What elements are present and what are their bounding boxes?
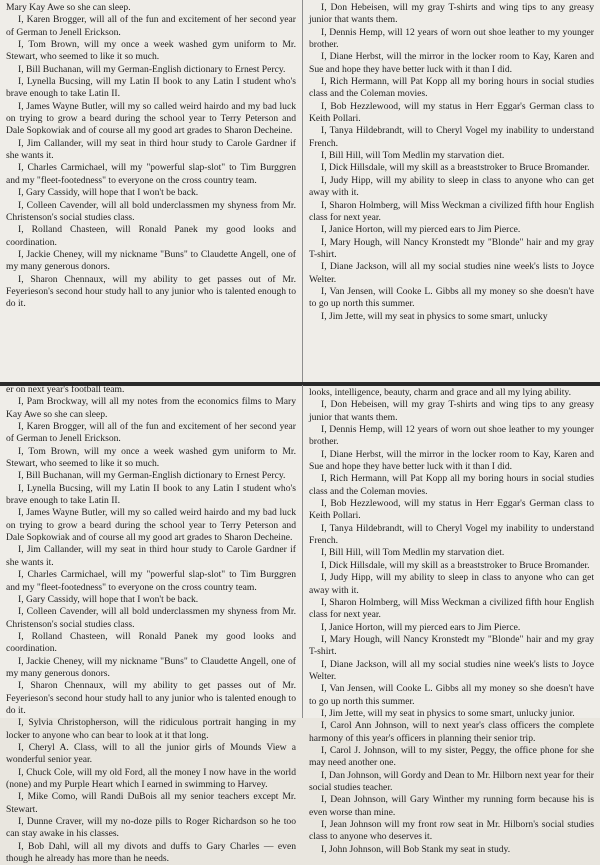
will-entry: I, Dick Hillsdale, will my skill as a breaststroker to Bruce Bromander. xyxy=(321,559,590,571)
will-entry: I, Tanya Hildebrandt, will to Cheryl Vogel my inability to understand French. xyxy=(309,125,594,149)
will-entry: I, Van Jensen, will Cooke L. Gibbs all my money so she doesn't have to go up north this summer. xyxy=(309,285,594,310)
will-entry: I, Lynella Bucsing, will my Latin II book to any Latin I student who's brave enough to take Latin II. xyxy=(6,482,296,507)
will-entry: I, Gary Cassidy, will hope that I won't be back. xyxy=(18,187,199,199)
top-clipping xyxy=(0,0,600,382)
will-entry: I, Bob Dahl, will all my divots and duffs to Gary Charles — even though he already has more than he needs. xyxy=(6,840,296,865)
will-entry: I, Jackie Cheney, will my nickname "Buns" to Claudette Angell, one of my many generous donors. xyxy=(6,655,296,679)
will-entry: I, John Johnson, will Bob Stank my seat in study. xyxy=(321,843,511,855)
will-entry: I, Carol J. Johnson, will to my sister, Peggy, the office phone for she may need another one. xyxy=(309,744,594,769)
will-entry: I, Karen Brogger, will all of the fun and excitement of her second year of German to Jenell Erickson. xyxy=(6,14,296,38)
top-left-column xyxy=(0,0,302,382)
will-entry: I, Karen Brogger, will all of the fun and excitement of her second year of German to Jenell Erickson. xyxy=(6,421,296,445)
will-entry: I, Bill Buchanan, will my German-English dictionary to Ernest Percy. xyxy=(18,63,286,75)
will-entry: I, Bob Hezzlewood, will my status in Herr Eggar's German class to Keith Pollari. xyxy=(309,498,594,522)
will-entry: I, Bill Hill, will Tom Medlin my starvation diet. xyxy=(321,547,505,559)
bottom-clipping xyxy=(0,384,600,865)
will-entry: I, Sharon Holmberg, will Miss Weckman a civilized fifth hour English class for next year. xyxy=(309,199,594,223)
will-entry: I, Tom Brown, will my once a week washed gym uniform to Mr. Stewart, who seemed to like it so much. xyxy=(6,39,296,63)
will-entry: I, Charles Carmichael, will my "powerful slap-slot" to Tim Burggren and my "fleet-footedness" to everyone on the cross country team. xyxy=(6,162,296,186)
will-entry: I, Diane Herbst, will the mirror in the locker room to Kay, Karen and Sue and hope they have better luck with it than I did. xyxy=(309,51,594,75)
will-entry: I, Judy Hipp, will my ability to sleep in class to anyone who can get away with it. xyxy=(309,572,594,596)
will-entry: Mary Kay Awe so she can sleep. xyxy=(6,2,131,13)
will-entry: I, Jim Jette, will my seat in physics to some smart, unlucky xyxy=(321,310,548,322)
will-entry: I, Don Hebeisen, will my gray T-shirts and wing tips to any greasy junior that wants them. xyxy=(309,2,594,26)
bottom-right-column xyxy=(302,385,600,855)
will-entry: I, Rolland Chasteen, will Ronald Panek my good looks and coordination. xyxy=(6,224,296,248)
will-entry: I, Charles Carmichael, will my "powerful slap-slot" to Tim Burggren and my "fleet-footedness" to everyone on the cross country team. xyxy=(6,569,296,593)
will-entry: I, James Wayne Butler, will my so called weird hairdo and my bad luck on trying to grow a beard during the school year to Terry Peterson and Dale Sopkowiak and of course all my good art grades to Sharon Decheine. xyxy=(6,507,296,544)
will-entry: I, Diane Jackson, will all my social studies nine week's lists to Joyce Welter. xyxy=(309,261,594,285)
will-entry: I, Lynella Bucsing, will my Latin II book to any Latin I student who's brave enough to take Latin II. xyxy=(6,76,296,100)
will-entry: looks, intelligence, beauty, charm and grace and all my lying ability. xyxy=(309,387,571,398)
will-entry: I, Dan Johnson, will Gordy and Dean to Mr. Hilborn next year for their social studies teacher. xyxy=(309,769,594,793)
will-entry: I, Don Hebeisen, will my gray T-shirts and wing tips to any greasy junior that wants them. xyxy=(309,399,594,423)
will-entry: I, Mary Hough, will Nancy Kronstedt my "Blonde" hair and my gray T-shirt. xyxy=(309,633,594,658)
will-entry: I, Dick Hillsdale, will my skill as a breaststroker to Bruce Bromander. xyxy=(321,162,590,174)
will-entry: I, Janice Horton, will my pierced ears to Jim Pierce. xyxy=(321,621,521,633)
will-entry: I, Bill Hill, will Tom Medlin my starvation diet. xyxy=(321,150,505,162)
will-entry: I, Bill Buchanan, will my German-English dictionary to Ernest Percy. xyxy=(18,470,286,482)
will-entry: I, Sharon Chennaux, will my ability to get passes out of Mr. Feyerieson's second hour study hall to any junior who is talented enough to do it. xyxy=(6,680,296,716)
will-entry: I, Sharon Chennaux, will my ability to get passes out of Mr. Feyerieson's second hour study hall to any junior who is talented enough to do it. xyxy=(6,273,296,310)
will-entry: I, Colleen Cavender, will all bold underclassmen my shyness from Mr. Christenson's social studies class. xyxy=(6,606,296,630)
will-entry: I, Mike Como, will Randi DuBois all my senior teachers except Mr. Stewart. xyxy=(6,791,296,815)
will-entry: I, Pam Brockway, will all my notes from the economics films to Mary Kay Awe so she can sleep. xyxy=(6,396,296,420)
will-entry: I, Dennis Hemp, will 12 years of worn out shoe leather to my younger brother. xyxy=(309,26,594,51)
will-entry: I, Tom Brown, will my once a week washed gym uniform to Mr. Stewart, who seemed to like it so much. xyxy=(6,445,296,470)
will-entry: I, Jackie Cheney, will my nickname "Buns" to Claudette Angell, one of my many generous donors. xyxy=(6,248,296,273)
will-entry: I, Tanya Hildebrandt, will to Cheryl Vogel my inability to understand French. xyxy=(309,522,594,547)
will-entry: I, Judy Hipp, will my ability to sleep in class to anyone who can get away with it. xyxy=(309,174,594,199)
will-entry: I, Jim Callander, will my seat in third hour study to Carole Gardner if she wants it. xyxy=(6,544,296,568)
will-entry: I, Dennis Hemp, will 12 years of worn out shoe leather to my younger brother. xyxy=(309,424,594,448)
will-entry: I, James Wayne Butler, will my so called weird hairdo and my bad luck on trying to grow a beard during the school year to Terry Peterson and Dale Sopkowiak and of course all my good art grades to Sharon Decheine. xyxy=(6,100,296,137)
will-entry: I, Rolland Chasteen, will Ronald Panek my good looks and coordination. xyxy=(6,630,296,655)
will-entry: I, Diane Herbst, will the mirror in the locker room to Kay, Karen and Sue and hope they have better luck with it than I did. xyxy=(309,448,594,473)
will-entry: I, Jim Jette, will my seat in physics to some smart, unlucky junior. xyxy=(321,707,575,719)
will-entry: I, Gary Cassidy, will hope that I won't be back. xyxy=(18,593,199,605)
will-entry: I, Diane Jackson, will all my social studies nine week's lists to Joyce Welter. xyxy=(309,658,594,682)
will-entry: I, Janice Horton, will my pierced ears to Jim Pierce. xyxy=(321,224,521,236)
top-right-column xyxy=(302,0,600,382)
will-entry: I, Sylvia Christopherson, will the ridiculous portrait hanging in my locker to anyone who can bear to look at it that long. xyxy=(6,717,296,741)
will-entry: I, Jim Callander, will my seat in third hour study to Carole Gardner if she wants it. xyxy=(6,137,296,162)
will-entry: I, Rich Hermann, will Pat Kopp all my boring hours in social studies class and the Coleman movies. xyxy=(309,76,594,100)
will-entry: I, Dean Johnson, will Gary Winther my running form because his is even worse than mine. xyxy=(309,794,594,818)
will-entry: I, Cheryl A. Class, will to all the junior girls of Mounds View a wonderful senior year. xyxy=(6,741,296,766)
will-entry: I, Chuck Cole, will my old Ford, all the money I now have in the world (none) and my Purple Heart which I earned in swimming to Harvey. xyxy=(6,766,296,790)
will-entry: I, Bob Hezzlewood, will my status in Herr Eggar's German class to Keith Pollari. xyxy=(309,100,594,125)
will-entry: I, Colleen Cavender, will all bold underclassmen my shyness from Mr. Christenson's social studies class. xyxy=(6,199,296,223)
will-entry: I, Mary Hough, will Nancy Kronstedt my "Blonde" hair and my gray T-shirt. xyxy=(309,236,594,260)
will-entry: I, Van Jensen, will Cooke L. Gibbs all my money so she doesn't have to go up north this summer. xyxy=(309,683,594,707)
will-entry: I, Jean Johnson will my front row seat in Mr. Hilborn's social studies class to anyone who deserves it. xyxy=(309,819,594,843)
bottom-left-column xyxy=(0,382,302,865)
will-entry: er on next year's football team. xyxy=(6,384,125,395)
will-entry: I, Carol Ann Johnson, will to next year's class officers the complete harmony of this year's officers in planning their senior trip. xyxy=(309,720,594,744)
will-entry: I, Sharon Holmberg, will Miss Weckman a civilized fifth hour English class for next year. xyxy=(309,596,594,621)
will-entry: I, Dunne Craver, will my no-doze pills to Roger Richardson so he too can stay awake in his classes. xyxy=(6,816,296,840)
will-entry: I, Rich Hermann, will Pat Kopp all my boring hours in social studies class and the Coleman movies. xyxy=(309,473,594,497)
